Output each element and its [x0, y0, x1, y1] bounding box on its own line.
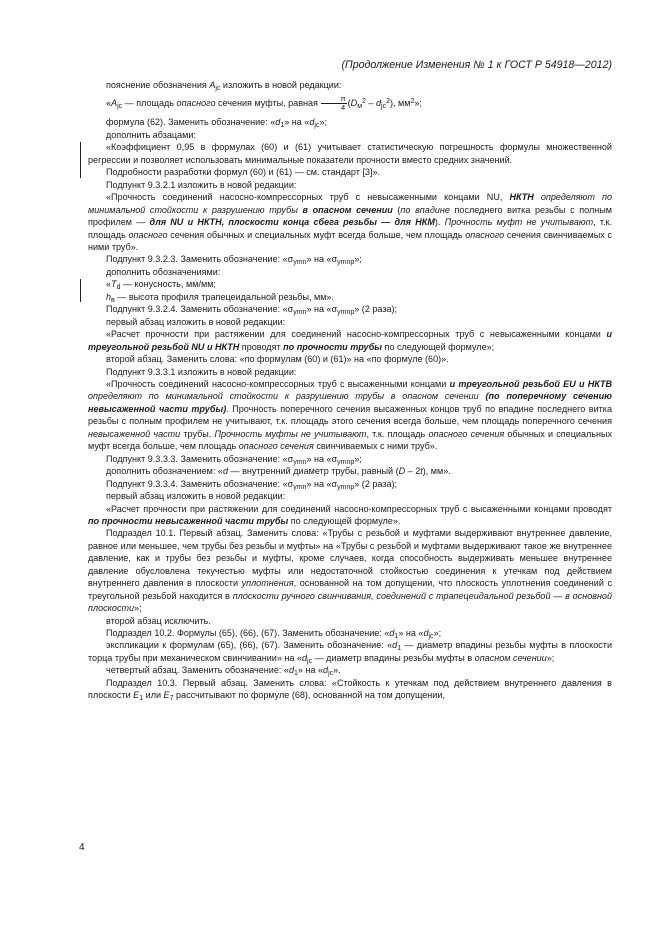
paragraph: «Прочность соединений насосно-компрессорных труб с невысаженными концами NU, НКТН определяют по минимальной стойкости к разрушению трубы в опасном сечении (по впадине последнего витка резьбы с полным профилем — для NU и НКТН, плоскости конца сбега резьбы — для НКМ). Прочность муфт не учитывают, т.к. площадь опасного сечения обычных и специальных муфт всегда больше, чем площадь опасного сечения свинчиваемых с ними труб». [88, 192, 612, 252]
paragraph: Подпункт 9.3.2.4. Заменить обозначение: «$\sigma_{ymn}$» на «$\sigma_{ymnp}$» (2 раза); [106, 304, 398, 317]
paragraph: первый абзац изложить в новой редакции: [106, 491, 286, 502]
paragraph: пояснение обозначения $A_{jc}$ изложить в новой редакции: [106, 80, 342, 92]
page-header: (Продолжение Изменения № 1 к ГОСТ Р 54918—2012) [341, 59, 612, 71]
change-bar-block [88, 141, 612, 178]
fraction-pi-over-4: $\frac{\pi}{4}$ [321, 95, 346, 112]
paragraph: Подпункт 9.3.3.4. Заменить обозначение: «$\sigma_{ymn}$» на «$\sigma_{ymnp}$» (2 раза); [106, 478, 398, 491]
paragraph: второй абзац. Заменить слова: «по формулам (60) и (61)» на «по формуле (60)». [106, 354, 449, 365]
paragraph: Подраздел 10.1. Первый абзац. Заменить слова: «Трубы с резьбой и муфтами выдерживают внутреннее давление, равное или меньшее, чем трубы без резьбы и муфты» на «Трубы с резьбой и муфтами выдерживают такое же внутреннее давление, как и трубы без резьбы и муфты, кроме случаев, когда способность выдерживать меньшее внутреннее давление обусловлена текучестью муфты или недостаточной стойкостью соединения к утечкам под действием внутреннего давления в плоскости уплотнения, основанной на том допущении, что плоскость уплотнения соединений с треугольной резьбой находится в плоскости ручного свинчивания, соединений с трапецеидальной резьбой — в основной плоскости»; [88, 528, 612, 614]
page-number: 4 [79, 842, 85, 853]
paragraph: «$T_d$ — конусность, мм/мм; [106, 279, 216, 292]
paragraph: Подпункт 9.3.3.3. Заменить обозначение: «$\sigma_{ymn}$» на «$\sigma_{ymnp}$»; [106, 453, 362, 466]
paragraph: «Коэффициент 0,95 в формулах (60) и (61) учитывает статистическую погрешность формулы множественной регрессии и позволяет использовать минимальные показатели прочности вместо средних значений. [88, 142, 612, 165]
paragraph: $h_в$ — высота профиля трапецеидальной резьбы, мм». [106, 291, 334, 304]
paragraph: первый абзац изложить в новой редакции: [106, 316, 286, 327]
document-body [88, 79, 612, 702]
paragraph: дополнить абзацами: [106, 129, 196, 140]
paragraph: «Расчет прочности при растяжении для соединений насосно-компрессорных труб с высаженными концами проводят по прочности невысаженной части трубы по следующей формуле». [88, 503, 612, 526]
paragraph: второй абзац исключить. [106, 615, 211, 626]
paragraph: Подпункт 9.3.2.3. Заменить обозначение: «$\sigma_{ymn}$» на «$\sigma_{ymnp}$»; [106, 254, 362, 267]
paragraph: формула (62). Заменить обозначение: «$d_1$» на «$d_{jc}$»; [106, 117, 327, 130]
paragraph: Подраздел 10.3. Первый абзац. Заменить слова: «Стойкость к утечкам под действием внутреннего давления в плоскости $E_1$ или $E_7$ рассчитывают по формуле (68), основанной на том допущении, [88, 677, 612, 703]
paragraph: дополнить обозначением: «d — внутренний диаметр трубы, равный (D – 2t), мм». [106, 466, 451, 477]
paragraph: четвертый абзац. Заменить обозначение: «$d_1$» на «$d_{jc}$». [106, 665, 341, 678]
paragraph: «Прочность соединений насосно-компрессорных труб с высаженными концами и треугольной резьбой EU и НКТВ определяют по минимальной стойкости к разрушению трубы в опасном сечении (по поперечному сечению невысаженной части трубы). Прочность поперечного сечения высаженных концов труб по впадине последнего витка резьбы с полным профилем не учитывают, т.к. площадь этого сечения всегда больше, чем площадь поперечного сечения невысаженной части трубы. Прочность муфты не учитывают, т.к. площадь опасного сечения обычных и специальных муфт всегда больше, чем площадь опасного сечения свинчиваемых с ними труб». [88, 378, 613, 452]
paragraph: экспликации к формулам (65), (66), (67). Заменить обозначение: «$d_1$ — диаметр впадины резьбы муфты в плоскости торца трубы при механическом свинчивании» на «$d_{jc}$ — диаметр впадины резьбы муфты в опасном сечении»; [88, 640, 612, 665]
paragraph: Подпункт 9.3.3.1 изложить в новой редакции: [106, 366, 297, 377]
paragraph-formula: «$A_{jc}$ — площадь опасного сечения муфты, равная $\frac{\pi}{4}$ $(D_м^2 - d_{jc}^2)$, $мм^2$»; [106, 94, 422, 113]
change-bar-block [88, 278, 612, 303]
paragraph: Подпункт 9.3.2.1 изложить в новой редакции: [106, 179, 297, 190]
paragraph: дополнить обозначениями: [106, 266, 221, 277]
paragraph: Подраздел 10.2. Формулы (65), (66), (67). Заменить обозначение: «$d_1$» на «$d_{jc}$»; [106, 628, 442, 641]
paragraph: «Расчет прочности при растяжении для соединений насосно-компрессорных труб с невысаженными концами и треугольной резьбой NU и НКТН проводят по прочности трубы по следующей формуле»; [88, 329, 612, 352]
paragraph: Подробности разработки формул (60) и (61) — см. стандарт [3]». [106, 167, 381, 178]
